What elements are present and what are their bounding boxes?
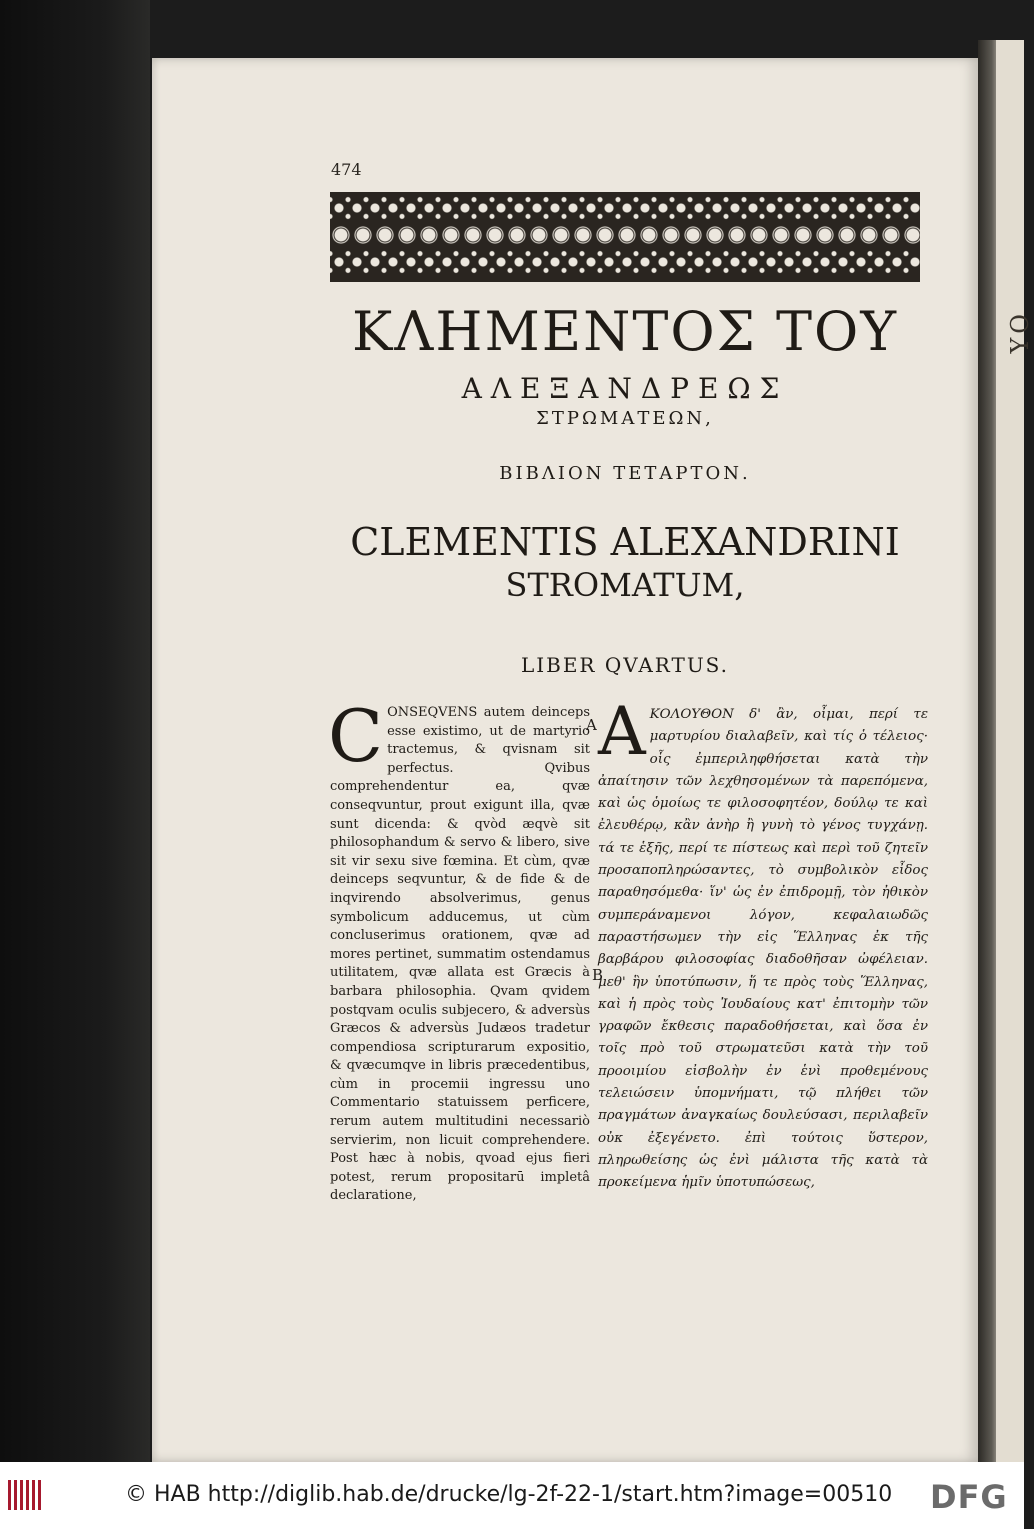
latin-dropcap: C: [328, 694, 384, 778]
footer-bar: [0, 1462, 1024, 1529]
page-number: 474: [331, 160, 362, 179]
title-latin-line2: STROMATUM,: [505, 566, 745, 604]
book-cover-left: [0, 0, 150, 1462]
title-greek-line1: ΚΛΗΜΕΝΤΟΣ ΤΟΥ: [352, 300, 898, 363]
next-page-title: YO: [1006, 310, 1034, 354]
next-page-edge: [996, 40, 1034, 1462]
greek-paragraph: ΚΟΛΟΥΘΟΝ δ' ἂν, οἶμαι, περί τε μαρτυρίου διαλαβεῖν, καὶ τίς ὁ τέλειος· οἷς ἐμπεριληφθήσεται κατὰ τὴν ἀπαίτησιν τῶν λεχθησομένων τὰ παρεπόμενα, καὶ ὡς ὁμοίως τε φιλοσοφητέον, δούλῳ τε καὶ ἐλευθέρῳ, κἂν ἀνὴρ ἢ γυνὴ τὸ γένος τυγχάνῃ. τά τε ἑξῆς, περί τε πίστεως καὶ περὶ τοῦ ζητεῖν προσαποπληρώσαντες, τὸ συμβολικὸν εἶδος παραθησόμεθα· ἵν' ὡς ἐν ἐπιδρομῇ, τὸν ἠθικὸν συμπεράναμενοι λόγον, κεφαλαιωδῶς παραστήσωμεν τὴν εἰς Ἕλληνας ἐκ τῆς βαρβάρου φιλοσοφίας διαδοθῆσαν ὠφέλειαν. μεθ' ἣν ὑποτύπωσιν, ἥ τε πρὸς τοὺς Ἕλληνας, καὶ ἡ πρὸς τοὺς Ἰουδαίους κατ' ἐπιτομὴν τῶν γραφῶν ἔκθεσις παραδοθήσεται, καὶ ὅσα ἐν τοῖς πρὸ τοῦ στρωματεῦσι κατὰ τὴν τοῦ προοιμίου εἰσβολὴν ἐν ἑνὶ προθεμένους τελειώσειν ὑπομνήματι, τῷ πλήθει τῶν πραγμάτων ἀναγκαίως δουλεύσασι, περιλαβεῖν οὐκ ἐξεγένετο. ἐπὶ τούτοις ὕστερον, πληρωθείσης ὡς ἐνὶ μάλιστα τῆς κατὰ τὰ προκείμενα ἡμῖν ὑποτυπώσεως,: [598, 707, 928, 1191]
margin-marker-b: B: [592, 966, 604, 984]
book-title-greek: ΒΙΒΛΙΟΝ ΤΕΤΑΡΤΟΝ.: [499, 463, 751, 484]
ornament-row-bottom: [330, 248, 920, 276]
ornament-row-top: [330, 194, 920, 222]
greek-text-column: [598, 693, 928, 1195]
margin-marker-a: A: [586, 716, 597, 734]
decorative-ornament-band: [330, 192, 920, 282]
latin-text-column: [328, 694, 590, 1206]
footer-url[interactable]: © HAB http://diglib.hab.de/drucke/lg-2f-22-1/start.htm?image=00510: [125, 1482, 893, 1507]
ornament-row-middle: [330, 224, 920, 246]
hab-logo-icon: [8, 1480, 44, 1510]
title-greek-line2: ΑΛΕΞΑΝΔΡΕΩΣ: [461, 372, 789, 405]
dfg-logo: DFG: [930, 1478, 1008, 1516]
greek-dropcap: Α: [598, 693, 646, 770]
book-title-latin: LIBER QVARTUS.: [520, 653, 730, 677]
title-latin-line1: CLEMENTIS ALEXANDRINI: [350, 520, 900, 564]
title-greek-line3: ΣΤΡΩΜΑΤΕΩΝ,: [536, 408, 714, 429]
latin-paragraph: ONSEQVENS autem deinceps esse existimo, ut de martyrio tractemus, & qvisnam sit perfectus. Qvibus comprehendentur ea, qvæ conseqvuntur, prout exigunt illa, qvæ sunt dicenda: & qvòd æqvè sit philosophandum & servo & libero, sive sit vir sexu sive fœmina. Et cùm, qvæ deinceps seqvuntur, & de fide & de inqvirendo absolverimus, genus symbolicum adducemus, ut cùm concluserimus orationem, qvæ ad mores pertinet, summatim ostendamus utilitatem, qvæ allata est Græcis à barbara philosophia. Qvam qvidem postqvam oculis subjecero, & adversùs Græcos & adversùs Judæos tradetur compendiosa scripturarum expositio, & qvæcumqve in libris præcedentibus, cùm in procemii ingressu uno Commentario statuissem perficere, rerum autem multitudini necessariò servierim, non licuit comprehendere. Post hæc à nobis, qvoad ejus fieri potest, rerum propositarū impletâ declaratione,: [330, 705, 590, 1204]
